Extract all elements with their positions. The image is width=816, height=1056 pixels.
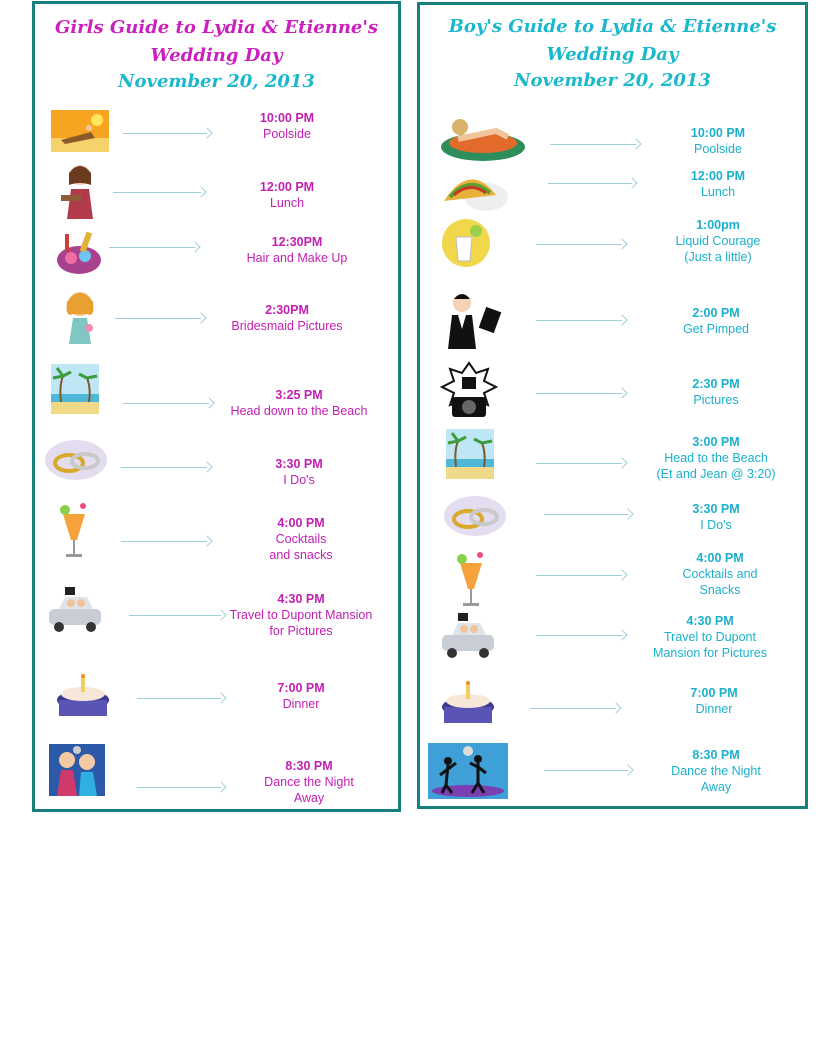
event-time: 10:00 PM [690,126,746,140]
schedule-text [628,217,808,265]
dinner-table-icon [440,679,496,734]
event-description: Away [700,780,732,794]
wedding-car-icon [43,585,107,642]
event-description: I Do's [700,518,732,532]
event-description: Cocktails [275,532,327,546]
schedule-text [620,613,800,661]
event-time: 3:30 PM [692,502,740,516]
event-time: 1:00pm [696,218,740,232]
event-description: Liquid Courage [675,234,761,248]
event-description: Travel to Dupont Mansion [229,608,373,622]
dancing-couple-icon [49,744,105,801]
schedule-text [624,685,804,717]
boys-guide-panel [417,2,808,809]
event-time: 2:00 PM [692,306,740,320]
girls-title [35,16,398,94]
event-time: 4:00 PM [277,516,325,530]
event-time: 10:00 PM [259,111,315,125]
sunbathing-icon [51,110,109,157]
schedule-text [628,168,808,200]
schedule-text [209,387,389,419]
dinner-table-icon [55,672,111,727]
event-time: 3:25 PM [275,388,323,402]
event-time: 3:00 PM [692,435,740,449]
schedule-text [209,456,389,488]
schedule-text [626,376,806,408]
girls-title-line-2: Wedding Day [150,45,283,66]
event-description: Lunch [269,196,305,210]
event-time: 4:30 PM [686,614,734,628]
event-description: Hair and Make Up [246,251,348,265]
schedule-text [207,234,387,266]
event-description: Head down to the Beach [230,404,368,418]
event-time: 7:00 PM [690,686,738,700]
event-description: for Pictures [269,624,333,638]
cocktail-icon [454,549,488,616]
rings-icon [442,493,508,544]
event-description: Dinner [695,702,733,716]
schedule-text [197,110,377,142]
schedule-text [626,501,806,533]
event-description: Dinner [282,697,320,711]
arrow-icon [115,314,205,324]
camera-icon [440,361,498,426]
wedding-car-icon [436,611,500,668]
arrow-icon [121,463,211,473]
event-description: Mansion for Pictures [653,646,767,660]
makeup-icon [53,230,105,283]
schedule-text [626,305,806,337]
event-time: 2:30PM [265,303,309,317]
event-description: Snacks [699,583,741,597]
schedule-text [211,591,391,639]
tuxedo-man-icon [440,291,504,356]
event-description: Away [293,791,325,805]
arrow-icon [536,389,626,399]
event-time: 8:30 PM [285,759,333,773]
arrow-icon [123,399,213,409]
event-description: Travel to Dupont [664,630,756,644]
beach-icon [51,364,99,419]
tequila-icon [442,217,490,274]
arrow-icon [536,459,626,469]
event-time: 3:30 PM [275,457,323,471]
arrow-icon [548,179,636,189]
schedule-text [211,515,391,563]
schedule-text [197,179,377,211]
girls-title-line-3: November 20, 2013 [118,71,315,92]
event-time: 12:00 PM [259,180,315,194]
event-description: Head to the Beach [664,451,768,465]
bridesmaid-icon [57,288,103,359]
arrow-icon [113,188,205,198]
rings-icon [43,437,109,488]
event-description: Poolside [263,127,311,141]
event-description: Bridesmaid Pictures [231,319,343,333]
arrow-icon [544,766,632,776]
schedule-text [630,550,810,598]
taco-icon [440,171,510,218]
girls-guide-panel [32,1,401,812]
event-description: Dance the Night [264,775,354,789]
event-time: 8:30 PM [692,748,740,762]
event-time: 7:00 PM [277,681,325,695]
waitress-icon [57,161,103,226]
event-description: Get Pimped [682,322,749,336]
arrow-icon [121,537,211,547]
event-description: and snacks [269,548,333,562]
schedule-text [626,434,806,482]
arrow-icon [530,704,620,714]
cocktail-icon [57,500,91,567]
schedule-text [219,758,399,806]
event-time: 2:30 PM [692,377,740,391]
event-time: 4:00 PM [696,551,744,565]
schedule-text [197,302,377,334]
event-description: Pictures [693,393,739,407]
schedule-text [626,747,806,795]
event-description: (Et and Jean @ 3:20) [656,467,776,481]
schedule-text [211,680,391,712]
event-time: 12:00 PM [690,169,746,183]
boys-title [420,15,805,93]
arrow-icon [550,140,640,150]
event-description: Dance the Night [671,764,761,778]
event-time: 4:30 PM [277,592,325,606]
boys-title-line-1: Boy's Guide to Lydia & Etienne's [448,16,777,37]
boys-title-line-3: November 20, 2013 [514,70,711,91]
schedule-text [628,125,808,157]
event-description: Lunch [700,185,736,199]
arrow-icon [536,571,626,581]
arrow-icon [137,783,225,793]
event-time: 12:30PM [271,235,323,249]
pool-float-icon [438,111,528,168]
boys-title-line-2: Wedding Day [546,44,679,65]
arrow-icon [536,316,626,326]
arrow-icon [109,243,199,253]
event-description: Cocktails and [682,567,758,581]
beach-icon [446,429,494,484]
arrow-icon [536,631,626,641]
event-description: I Do's [283,473,315,487]
arrow-icon [536,240,626,250]
dancers-icon [428,743,508,804]
event-description: (Just a little) [684,250,752,264]
arrow-icon [544,510,632,520]
event-description: Poolside [694,142,742,156]
girls-title-line-1: Girls Guide to Lydia & Etienne's [54,17,379,38]
